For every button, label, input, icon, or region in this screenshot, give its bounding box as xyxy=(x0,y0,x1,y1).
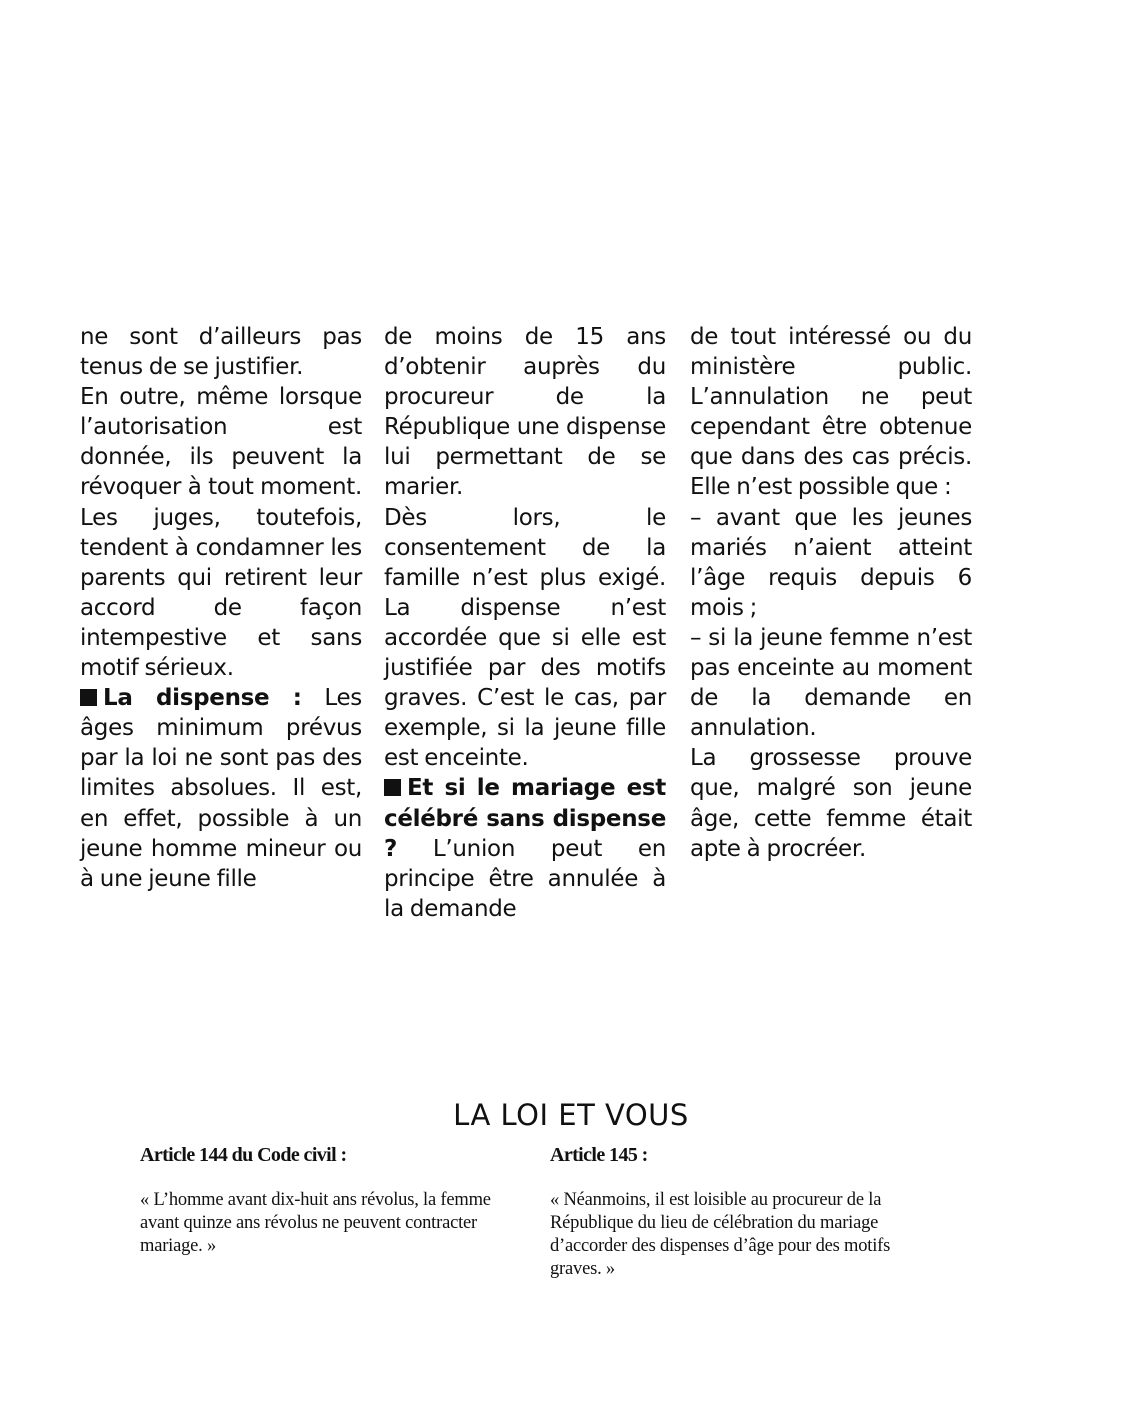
paragraph xyxy=(384,773,666,923)
paragraph: ne sont d’ailleurs pas tenus de se justifier. xyxy=(80,324,362,381)
paragraph: Dès lors, le consentement de la famille n’est plus exigé. La dispense n’est accordée que si elle est justifiée par des motifs graves. C’est le cas, par exemple, si la jeune fille est enceinte. xyxy=(384,504,666,772)
text-column-3 xyxy=(690,322,972,864)
article-text: « Néanmoins, il est loisible au procureur de la République du lieu de célébration du mariage d’accorder des dispenses d’âge pour des motifs graves. » xyxy=(550,1190,891,1279)
article-block xyxy=(140,1144,506,1258)
text-column-1 xyxy=(80,322,362,894)
list-item: – si la jeune femme n’est pas enceinte au moment de la demande en annulation. xyxy=(690,624,972,742)
article-block xyxy=(550,1144,914,1281)
square-bullet-icon xyxy=(80,689,97,706)
paragraph: En outre, même lorsque l’autorisation est donnée, ils peuvent la révoquer à tout moment. Les juges, toutefois, tendent à condamner les parents qui retirent leur accord de façon intempestive et sans motif sérieux. xyxy=(80,384,362,682)
paragraph: de tout intéressé ou du ministère public. L’annulation ne peut cependant être obtenue que dans des cas précis. Elle n’est possible que : xyxy=(690,324,972,501)
article-heading: Article 145 : xyxy=(550,1144,648,1166)
paragraph: La grossesse prouve que, malgré son jeune âge, cette femme était apte à procréer. xyxy=(690,745,972,862)
paragraph-text: Les âges minimum prévus par la loi ne sont pas des limites absolues. Il est, en effet, possible à un jeune homme mineur ou à une jeune fille xyxy=(80,685,362,892)
text-column-2 xyxy=(384,322,666,924)
section-heading: Et si le mariage est célébré sans dispense ? xyxy=(384,775,666,862)
article-heading: Article 144 du Code civil : xyxy=(140,1144,347,1166)
list-item: – avant que les jeunes mariés n’aient atteint l’âge requis depuis 6 mois ; xyxy=(690,504,972,621)
article-text: « L’homme avant dix-huit ans révolus, la femme avant quinze ans révolus ne peuvent contracter mariage. » xyxy=(140,1190,491,1256)
law-box-title: LA LOI ET VOUS xyxy=(453,1098,689,1132)
square-bullet-icon xyxy=(384,779,401,796)
paragraph: de moins de 15 ans d’obtenir auprès du procureur de la République une dispense lui permettant de se marier. xyxy=(384,324,666,501)
section-heading: La dispense : xyxy=(103,685,302,712)
paragraph xyxy=(80,683,362,894)
paragraph-text: L’union peut en principe être annulée à la demande xyxy=(384,835,667,922)
